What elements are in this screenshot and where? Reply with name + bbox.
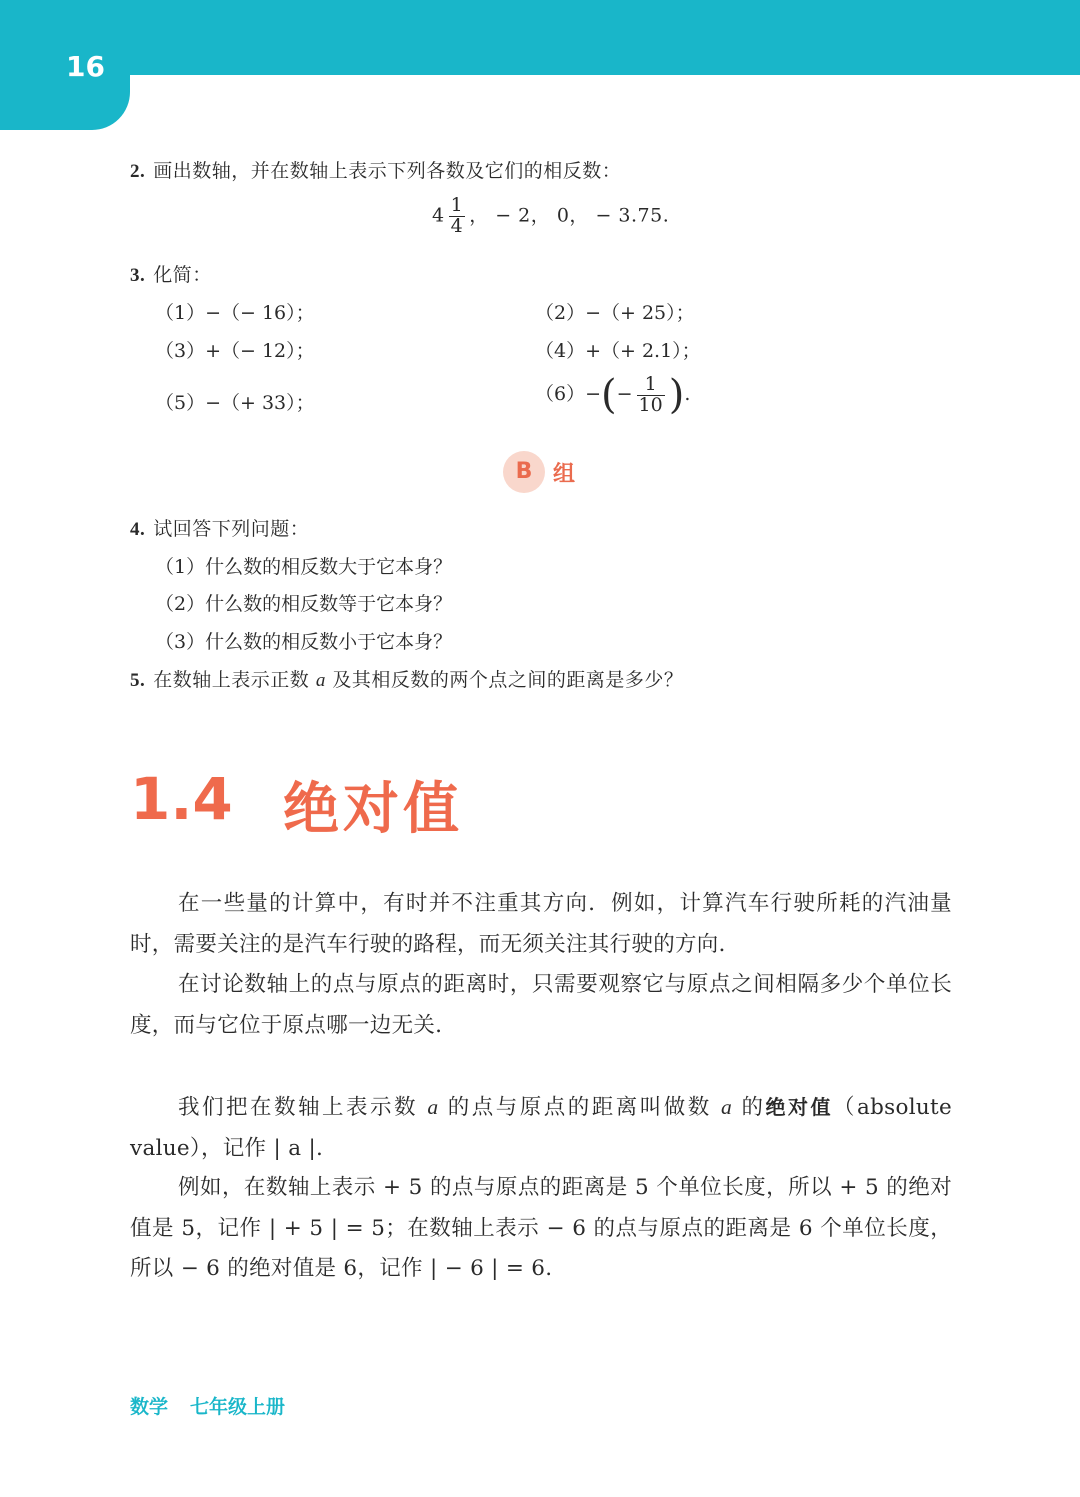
exercise-3-item-1: （1）−（− 16）； xyxy=(155,302,315,324)
variable: a xyxy=(721,1095,733,1119)
paragraph-definition xyxy=(130,1087,952,1169)
variable: a xyxy=(315,670,326,691)
paragraph-2: 在讨论数轴上的点与原点的距离时，只需要观察它与原点之间相隔多少个单位长度，而与它位于原点哪一边无关． xyxy=(130,972,952,1038)
sign: − xyxy=(616,383,633,405)
item-prefix: （6）− xyxy=(535,383,602,405)
text: 我们把在数轴上表示数 xyxy=(178,1095,418,1120)
text: 的 xyxy=(741,1095,766,1120)
fraction-numerator: 1 xyxy=(637,375,665,396)
exercise-2 xyxy=(130,156,621,183)
exercise-3-item-6: （6）−(− $\frac{1}{10}$ ). xyxy=(535,372,691,418)
exercise-text: 画出数轴，并在数轴上表示下列各数及它们的相反数： xyxy=(153,160,622,182)
header-bar xyxy=(0,0,1080,75)
exercise-4-item-1: （1）什么数的相反数大于它本身？ xyxy=(155,556,453,578)
exercise-3 xyxy=(130,260,212,287)
page-number: 16 xyxy=(66,50,105,83)
footer xyxy=(130,1392,285,1419)
fraction xyxy=(449,196,466,237)
exercise-3-item-3: （3）+（− 12）； xyxy=(155,340,315,362)
period: . xyxy=(684,383,691,405)
variable: a xyxy=(427,1095,439,1119)
text: （absolute value），记作 xyxy=(130,1095,952,1161)
exercise-3-item-5: （5）−（+ 33）； xyxy=(155,392,315,414)
exercise-3-item-2: （2）−（+ 25）； xyxy=(535,302,695,324)
fraction-denominator: 10 xyxy=(638,393,663,416)
number-list: ， − 2， 0， − 3.75. xyxy=(469,204,670,227)
term-bold: 绝对值 xyxy=(765,1095,833,1119)
group-badge-label: 组 xyxy=(553,462,576,487)
exercise-text: 及其相反数的两个点之间的距离是多少？ xyxy=(332,669,684,691)
footer-grade: 七年级上册 xyxy=(190,1396,286,1418)
text: 的点与原点的距离叫做数 xyxy=(447,1095,712,1120)
exercise-text: 试回答下列问题： xyxy=(153,518,310,540)
exercise-4-item-3: （3）什么数的相反数小于它本身？ xyxy=(155,631,453,653)
group-badge-letter: B xyxy=(515,459,533,484)
page-number-tab xyxy=(0,0,130,130)
notation: | a |. xyxy=(273,1135,324,1161)
paragraph-example: 例如，在数轴上表示 + 5 的点与原点的距离是 5 个单位长度，所以 + 5 的绝对值是 5，记作 | + 5 | = 5；在数轴上表示 − 6 的点与原点的距离是 6 个单位长度，所以 − 6 的绝对值是 6，记作 | − 6 | = 6. xyxy=(130,1175,952,1281)
exercise-number: 3. xyxy=(130,265,146,286)
exercise-2-numbers xyxy=(432,196,669,237)
fraction-denominator: 4 xyxy=(450,214,464,237)
exercise-number: 5. xyxy=(130,670,146,691)
section-number: 1.4 xyxy=(130,765,233,833)
exercise-number: 4. xyxy=(130,519,146,540)
exercise-4 xyxy=(130,514,309,541)
exercise-5 xyxy=(130,665,683,692)
fraction xyxy=(637,372,665,416)
paragraph-1: 在一些量的计算中，有时并不注重其方向．例如，计算汽车行驶所耗的汽油量时，需要关注的是汽车行驶的路程，而无须关注其行驶的方向． xyxy=(130,891,952,957)
exercise-text: 化简： xyxy=(153,264,212,286)
mixed-number-whole: 4 xyxy=(432,204,445,227)
exercise-3-item-4: （4）+（+ 2.1）； xyxy=(535,340,701,362)
footer-subject: 数学 xyxy=(130,1396,169,1418)
section-title: 绝对值 xyxy=(283,777,463,842)
fraction-numerator: 1 xyxy=(450,194,464,216)
exercise-4-item-2: （2）什么数的相反数等于它本身？ xyxy=(155,593,453,615)
exercise-number: 2. xyxy=(130,161,146,182)
exercise-text: 在数轴上表示正数 xyxy=(153,669,310,691)
